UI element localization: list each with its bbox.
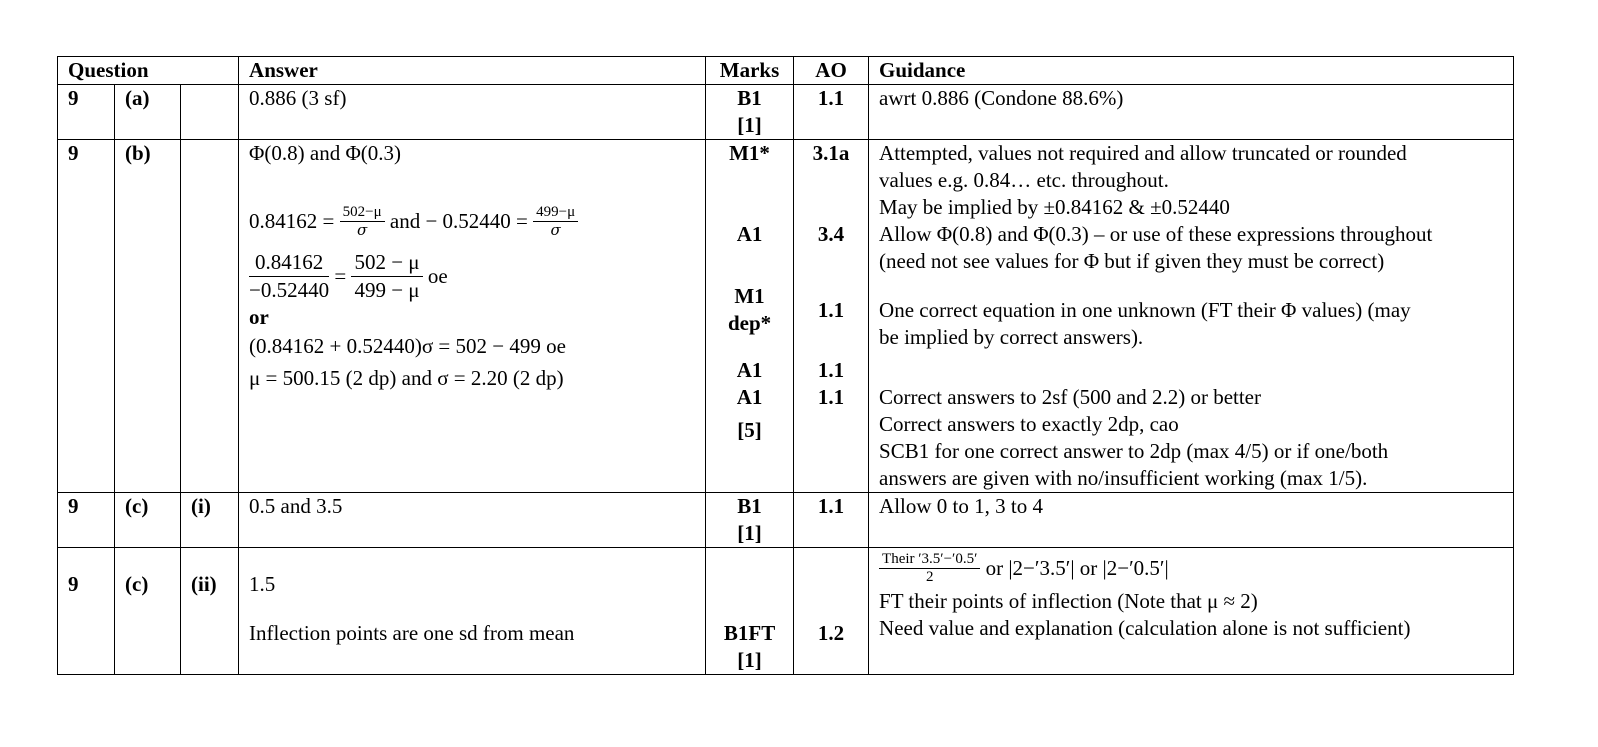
question-part: (a) [115, 85, 181, 140]
guidance-cell [869, 548, 1514, 675]
ao-cell [794, 493, 869, 548]
eq2-fraction-left [249, 249, 329, 304]
guidance-fraction-den: 2 [925, 568, 934, 585]
answer-cell [239, 85, 706, 140]
eq1-den2: σ [550, 220, 561, 239]
or-label: or [249, 305, 269, 329]
eq2-oe: oe [427, 263, 448, 288]
mark-dep: dep* [727, 311, 772, 335]
table-row [58, 548, 1514, 675]
mark-total: [1] [737, 113, 762, 137]
ao-cell [794, 548, 869, 675]
eq1-mid: and − 0.52440 = [389, 208, 528, 233]
guidance-line: (need not see values for Φ but if given they must be correct) [879, 249, 1385, 273]
header-row [58, 57, 1514, 85]
answer-text: 1.5 [249, 572, 276, 596]
guidance-header: Guidance [869, 57, 1514, 85]
guidance-line: Allow Φ(0.8) and Φ(0.3) – or use of these expressions throughout [879, 222, 1433, 246]
table-row [58, 85, 1514, 140]
ao-header: AO [794, 57, 869, 85]
mark: B1 [737, 494, 762, 518]
ao-value: 1.1 [817, 494, 845, 518]
eq2-num-right: 502 − μ [351, 249, 422, 277]
marks-cell [706, 140, 794, 493]
guidance-cell [869, 85, 1514, 140]
guidance-line: values e.g. 0.84… etc. throughout. [879, 168, 1169, 192]
question-subpart [181, 85, 239, 140]
mark-total: [1] [737, 648, 762, 672]
answer-header: Answer [239, 57, 706, 85]
guidance-line: May be implied by ±0.84162 & ±0.52440 [879, 195, 1230, 219]
result-text: μ = 500.15 (2 dp) and σ = 2.20 (2 dp) [249, 366, 564, 390]
answer-cell [239, 548, 706, 675]
question-part: (c) [115, 548, 181, 675]
guidance-text: FT their points of inflection (Note that μ ≈ 2) [879, 589, 1258, 613]
guidance-line: SCB1 for one correct answer to 2dp (max 4/5) or if one/both [879, 439, 1389, 463]
eq1-den1: σ [357, 220, 368, 239]
mark: M1 [734, 284, 765, 308]
answer-phi: Φ(0.8) and Φ(0.3) [249, 141, 402, 165]
mark-total: [1] [737, 521, 762, 545]
eq1-fraction-2 [533, 204, 578, 239]
eq1-fraction-1 [340, 204, 385, 239]
table-row [58, 493, 1514, 548]
answer-explanation: Inflection points are one sd from mean [249, 621, 575, 645]
question-subpart: (ii) [181, 548, 239, 675]
table-row [58, 140, 1514, 493]
ao-cell [794, 85, 869, 140]
guidance-line: Correct answers to 2sf (500 and 2.2) or better [879, 385, 1261, 409]
eq1-left: 0.84162 = [249, 208, 335, 233]
equation-3: (0.84162 + 0.52440)σ = 502 − 499 oe [249, 334, 566, 358]
marks-cell [706, 85, 794, 140]
mark-total: [5] [737, 418, 762, 442]
question-subpart: (i) [181, 493, 239, 548]
guidance-cell [869, 493, 1514, 548]
mark: A1 [736, 358, 763, 382]
eq1-num1: 502−μ [340, 204, 385, 222]
answer-text: 0.886 (3 sf) [249, 86, 347, 110]
eq2-fraction-right [351, 249, 422, 304]
answer-text: 0.5 and 3.5 [249, 494, 343, 518]
eq1-num2: 499−μ [533, 204, 578, 222]
ao-value: 1.1 [817, 86, 845, 110]
eq2-equals: = [334, 263, 347, 288]
answer-cell [239, 140, 706, 493]
question-subpart [181, 140, 239, 493]
question-part: (c) [115, 493, 181, 548]
marks-cell [706, 493, 794, 548]
question-number: 9 [58, 140, 115, 493]
mark: B1FT [723, 621, 776, 645]
eq2-num-left: 0.84162 [249, 249, 329, 277]
question-number: 9 [58, 493, 115, 548]
mark: M1* [729, 141, 770, 165]
eq2-den-right: 499 − μ [354, 277, 420, 302]
mark: B1 [737, 86, 762, 110]
guidance-fraction [879, 551, 980, 586]
markscheme-table [57, 56, 1514, 675]
ao-value: 1.1 [817, 358, 845, 382]
question-header: Question [58, 57, 239, 85]
ao-value: 3.4 [817, 222, 845, 246]
marks-cell [706, 548, 794, 675]
ao-value: 1.1 [817, 298, 845, 322]
guidance-fraction-num: Their ′3.5′−′0.5′ [879, 551, 980, 569]
guidance-line: Attempted, values not required and allow truncated or rounded [879, 141, 1407, 165]
mark: A1 [736, 222, 763, 246]
question-number: 9 [58, 85, 115, 140]
question-number: 9 [58, 548, 115, 675]
guidance-text: Allow 0 to 1, 3 to 4 [879, 494, 1043, 518]
marks-header: Marks [706, 57, 794, 85]
ao-value: 1.2 [817, 621, 845, 645]
equation-1 [249, 194, 695, 248]
ao-value: 3.1a [812, 141, 850, 165]
ao-cell [794, 140, 869, 493]
equation-2 [249, 248, 695, 304]
guidance-text: Need value and explanation (calculation alone is not sufficient) [879, 616, 1411, 640]
question-part: (b) [115, 140, 181, 493]
guidance-formula [879, 548, 1503, 588]
guidance-line: One correct equation in one unknown (FT their Φ values) (may [879, 298, 1411, 322]
guidance-text: awrt 0.886 (Condone 88.6%) [879, 86, 1124, 110]
guidance-line: answers are given with no/insufficient working (max 1/5). [879, 466, 1368, 490]
answer-cell [239, 493, 706, 548]
guidance-formula-rest: or |2−′3.5′| or |2−′0.5′| [985, 555, 1169, 580]
mark: A1 [736, 385, 763, 409]
ao-value: 1.1 [817, 385, 845, 409]
guidance-cell [869, 140, 1514, 493]
guidance-line: be implied by correct answers). [879, 325, 1144, 349]
eq2-den-left: −0.52440 [249, 277, 330, 302]
guidance-line: Correct answers to exactly 2dp, cao [879, 412, 1179, 436]
